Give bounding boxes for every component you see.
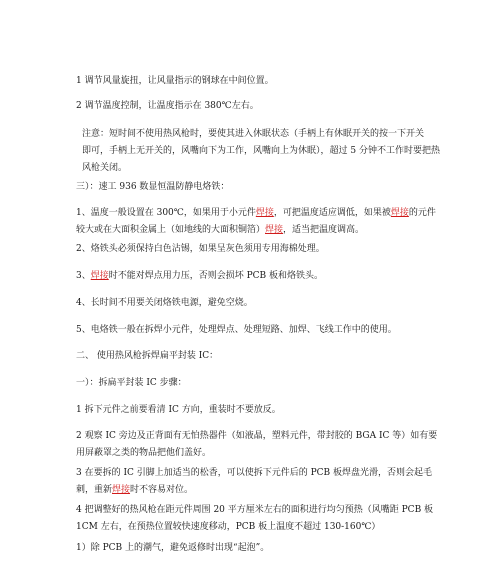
text-line xyxy=(76,222,436,239)
text-segment: 时不能对焊点用力压，否则会损坏 PCB 板和烙铁头。 xyxy=(108,271,324,281)
text-line xyxy=(76,205,436,222)
text-segment: 4 把调整好的热风枪在距元件周围 20 平方厘米左右的面积进行均匀预热（风嘴距 PCB 板 xyxy=(76,505,434,515)
text-segment: ，适当把温度调高。 xyxy=(283,225,365,235)
text-segment: 较大或在大面积金属上（如地线的大面积铜箔） xyxy=(76,225,266,235)
text-line xyxy=(76,519,436,536)
paragraph xyxy=(76,268,436,285)
text-segment: 2、烙铁头必须保持白色沾锡，如果呈灰色须用专用海棉处理。 xyxy=(76,244,325,254)
text-segment: 1、温度一般设置在 300℃，如果用于小元件 xyxy=(76,208,256,218)
text-line xyxy=(76,375,436,392)
text-segment: 4、长时间不用要关闭烙铁电源，避免空烧。 xyxy=(76,298,253,308)
text-segment: 一）：拆扁平封装 IC 步骤： xyxy=(76,378,187,388)
text-segment: 二、 使用热风枪拆焊扁平封装 IC： xyxy=(76,351,219,361)
section-heading xyxy=(76,179,436,196)
keyword-link[interactable]: 焊接 xyxy=(265,225,284,235)
text-segment: 用屏蔽罩之类的物品把他们盖好。 xyxy=(76,448,212,458)
paragraph xyxy=(76,98,436,115)
text-segment: 1CM 左右，在预热位置较快速度移动，PCB 板上温度不超过 130-160℃） xyxy=(76,522,381,532)
text-segment: 5、电烙铁一般在拆焊小元件，处理焊点、处理短路、加焊、飞线工作中的使用。 xyxy=(76,325,397,335)
keyword-link[interactable]: 焊接 xyxy=(390,208,409,218)
paragraph xyxy=(76,465,436,499)
text-line xyxy=(76,241,436,258)
text-segment: 注意：短时间不使用热风枪时，要使其进入休眠状态（手柄上有休眠开关的按一下开关 xyxy=(82,129,425,139)
text-segment: 2 调节温度控制，让温度指示在 380℃左右。 xyxy=(76,101,259,111)
text-segment: 2 观察 IC 旁边及正背面有无怕热器件（如液晶，塑料元件，带封胶的 BGA IC 等）如有要 xyxy=(76,431,438,441)
text-line xyxy=(76,482,436,499)
text-line xyxy=(76,428,436,445)
text-segment: 刺，重新 xyxy=(76,485,113,495)
paragraph xyxy=(76,73,436,90)
text-line xyxy=(76,402,436,419)
paragraph xyxy=(76,241,436,258)
text-segment: 3 在要拆的 IC 引脚上加适当的松香，可以使拆下元件后的 PCB 板焊盘光滑，否则会起毛 xyxy=(76,468,433,478)
text-segment: 1）除 PCB 上的潮气，避免返修时出现“起泡”。 xyxy=(76,543,270,553)
text-line xyxy=(76,348,436,365)
note-paragraph xyxy=(76,126,442,177)
text-line xyxy=(82,160,442,177)
paragraph xyxy=(76,402,436,419)
section-heading xyxy=(76,348,436,365)
text-segment: ，可把温度适应调低，如果被 xyxy=(273,208,391,218)
text-line xyxy=(76,73,436,90)
text-line xyxy=(76,179,436,196)
text-line xyxy=(76,445,436,462)
keyword-link[interactable]: 焊接 xyxy=(255,208,274,218)
text-line xyxy=(76,295,436,312)
text-segment: 的元件 xyxy=(408,208,436,218)
text-segment: 三）：速工 936 数显恒温防静电烙铁： xyxy=(76,182,230,192)
text-segment: 1 拆下元件之前要看清 IC 方向，重装时不要放反。 xyxy=(76,405,281,415)
paragraph xyxy=(76,295,436,312)
text-line xyxy=(76,540,436,557)
subsection-heading xyxy=(76,375,436,392)
text-segment: 风枪关闭。 xyxy=(82,163,128,173)
paragraph xyxy=(76,205,436,239)
paragraph xyxy=(76,502,436,536)
paragraph xyxy=(76,540,436,557)
text-line xyxy=(82,126,442,143)
text-line xyxy=(76,322,436,339)
text-segment: 3、 xyxy=(76,271,91,281)
text-line xyxy=(76,502,436,519)
keyword-link[interactable]: 焊接 xyxy=(112,485,131,495)
text-segment: 即可，手柄上无开关的，风嘴向下为工作，风嘴向上为休眠），超过 5 分钟不工作时要把热 xyxy=(82,146,440,156)
text-line xyxy=(76,268,436,285)
paragraph xyxy=(76,428,436,462)
text-line xyxy=(76,98,436,115)
paragraph xyxy=(76,322,436,339)
text-segment: 时不容易对位。 xyxy=(130,485,194,495)
text-line xyxy=(76,465,436,482)
keyword-link[interactable]: 焊接 xyxy=(90,271,109,281)
text-segment: 1 调节风量旋扭，让风量指示的钢球在中间位置。 xyxy=(76,76,274,86)
text-line xyxy=(82,143,442,160)
